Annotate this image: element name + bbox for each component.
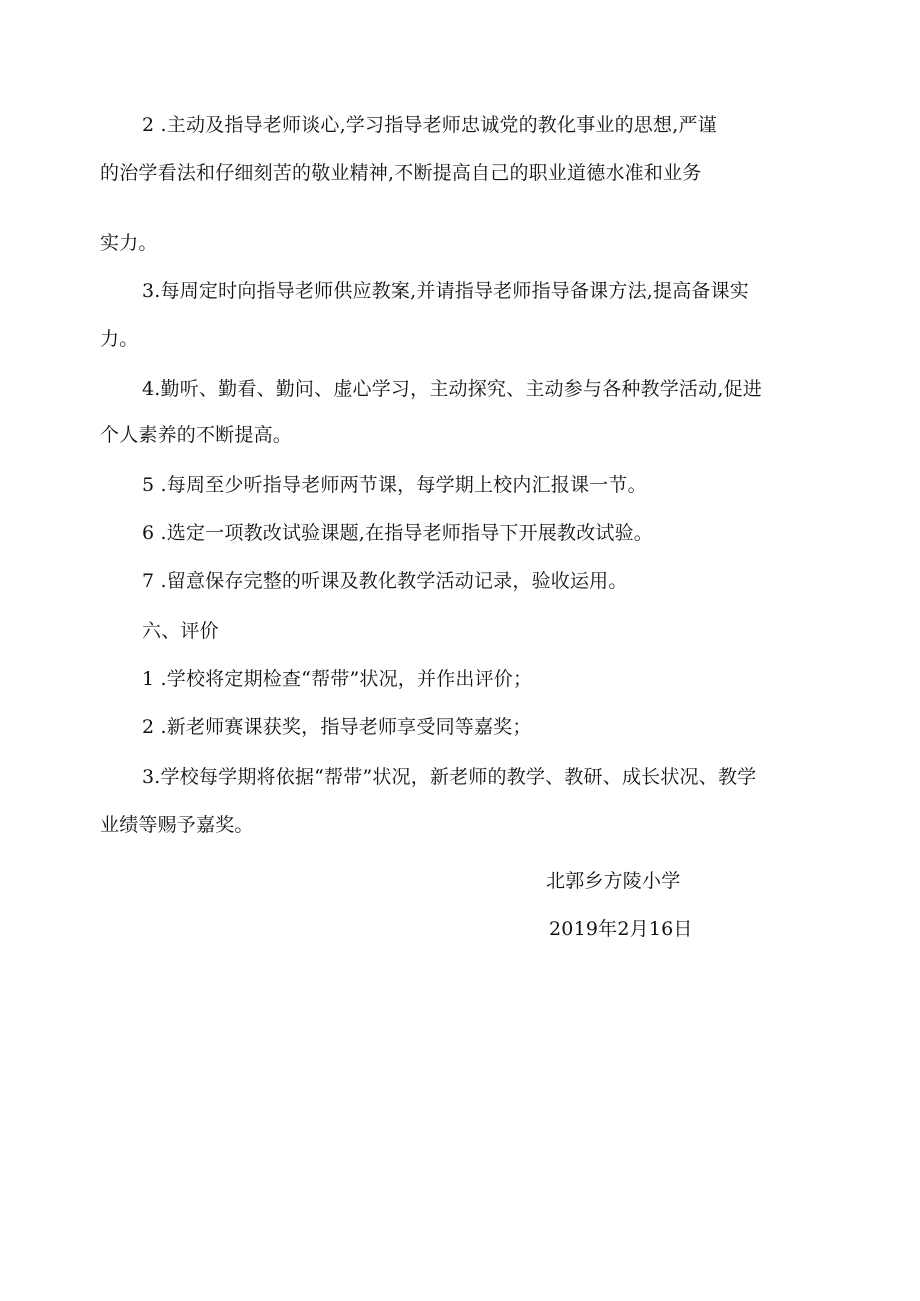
evaluation-item-2: 2 .新老师赛课获奖，指导老师享受同等嘉奖；	[142, 716, 532, 738]
paragraph-5: 5 .每周至少听指导老师两节课，每学期上校内汇报课一节。	[142, 474, 647, 496]
evaluation-item-3-line-1: 3.学校每学期将依据“帮带”状况，新老师的教学、教研、成长状况、教学	[142, 766, 757, 788]
paragraph-2-line-1: 2 .主动及指导老师谈心,学习指导老师忠诚党的教化事业的思想,严谨	[142, 114, 717, 136]
paragraph-2-line-2: 的治学看法和仔细刻苦的敬业精神,不断提高自己的职业道德水准和业务	[100, 162, 702, 184]
paragraph-3-line-2: 力。	[100, 328, 139, 350]
paragraph-2-line-3: 实力。	[100, 232, 158, 254]
signature-date: 2019年2月16日	[549, 918, 693, 940]
paragraph-7: 7 .留意保存完整的听课及教化教学活动记录，验收运用。	[142, 570, 628, 592]
evaluation-item-3-line-2: 业绩等赐予嘉奖。	[100, 814, 254, 836]
evaluation-item-1: 1 .学校将定期检查“帮带”状况，并作出评价；	[142, 668, 533, 690]
signature-school: 北郭乡方陵小学	[546, 870, 681, 892]
paragraph-3-line-1: 3.每周定时向指导老师供应教案,并请指导老师指导备课方法,提高备课实	[142, 280, 750, 302]
paragraph-4-line-2: 个人素养的不断提高。	[100, 424, 293, 446]
paragraph-4-line-1: 4.勤听、勤看、勤问、虚心学习，主动探究、主动参与各种教学活动,促进	[142, 378, 762, 400]
paragraph-6: 6 .选定一项教改试验课题,在指导老师指导下开展教改试验。	[142, 522, 654, 544]
section-heading-evaluation: 六、评价	[142, 620, 219, 642]
